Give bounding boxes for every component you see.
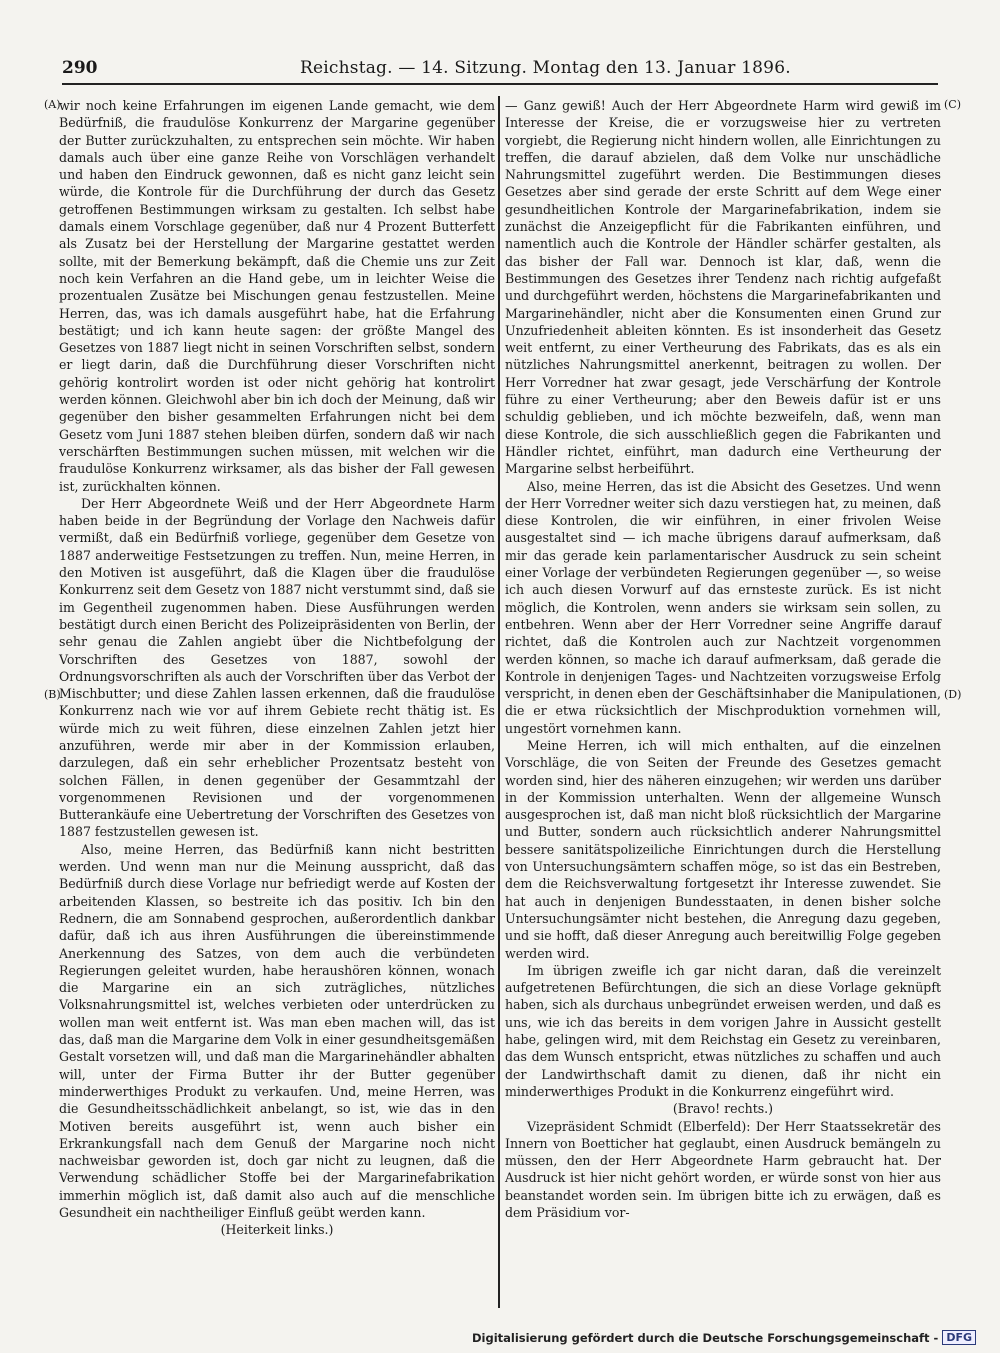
paragraph: Also, meine Herren, das ist die Absicht des Gesetzes. Und wenn der Herr Vorredner weiter sich dazu verstiegen hat, zu meinen, daß diese Kontrolen, die wir einführen, in einer frivolen Weise ausgestaltet sind — ich mache übrigens darauf aufmerksam, daß mir das gerade kein parlamentarischer Ausdruck zu sein scheint einer Vorlage der verbündeten Regierungen gegenüber —, so weise ich auch diesen Vorwurf auf das ernsteste zurück. Es ist nicht möglich, die Kontrolen, wenn anders sie wirksam sein sollen, zu entbehren. Wenn aber der Herr Vorredner seine Angriffe darauf richtet, daß die Kontrolen auch zur Nachtzeit vorgenommen werden können, so mache ich darauf aufmerksam, daß gerade die Kontrole in denjenigen Tages- und Nachtzeiten vorzugsweise Erfolg verspricht, in denen eben der Geschäftsinhaber die Manipulationen, die er etwa rücksichtlich der Mischproduktion vornehmen will, ungestört vornehmen kann. xyxy=(505,478,941,736)
footer-text: Digitalisierung gefördert durch die Deutsche Forschungsgemeinschaft - xyxy=(471,1330,939,1345)
page-number: 290 xyxy=(62,58,98,78)
paragraph: wir noch keine Erfahrungen im eigenen Lande gemacht, wie dem Bedürfniß, die fraudulöse Konkurrenz der Margarine gegenüber der Butter zurückzuhalten, zu entsprechen sein möchte. Wir haben damals auch über eine ganze Reihe von Vorschlägen verhandelt und haben den Eindruck gewonnen, daß es nicht ganz leicht sein würde, die Kontrole für die Durchführung der durch das Gesetz getroffenen Bestimmungen wirksam zu gestalten. Ich selbst habe damals einem Vorschlage gegenüber, daß nur 4 Prozent Butterfett als Zusatz bei der Herstellung der Margarine gestattet werden sollte, mit der Bemerkung bekämpft, daß die Chemie uns zur Zeit noch kein Verfahren an die Hand gebe, um in leichter Weise die prozentualen Zusätze bei Mischungen genau festzustellen. Meine Herren, das, was ich damals ausgeführt habe, hat die Erfahrung bestätigt; und ich kann heute sagen: der größte Mangel des Gesetzes von 1887 liegt nicht in seinen Vorschriften selbst, sondern er liegt darin, daß die Durchführung dieser Vorschriften nicht gehörig kontrolirt worden ist oder nicht gehörig hat kontrolirt werden können. Gleichwohl aber bin ich doch der Meinung, daß wir gegenüber den bisher gesammelten Erfahrungen nicht bei dem Gesetz vom Juni 1887 stehen bleiben dürfen, sondern daß wir nach verschärften Bestimmungen suchen müssen, mit welchen wir die fraudulöse Konkurrenz wirksamer, als das bisher der Fall gewesen ist, zurückhalten können. xyxy=(59,98,495,494)
running-title: Reichstag. — 14. Sitzung. Montag den 13. Januar 1896. xyxy=(300,58,791,78)
interjection: (Bravo! rechts.) xyxy=(672,1101,774,1117)
margin-marker-d: (D) xyxy=(944,688,962,701)
margin-marker-c: (C) xyxy=(944,98,961,111)
paragraph: Also, meine Herren, das Bedürfniß kann nicht bestritten werden. Und wenn man nur die Meinung ausspricht, daß das Bedürfniß durch diese Vorlage nur befriedigt werde auf Kosten der arbeitenden Klassen, so bestreite ich das positiv. Ich bin den Rednern, die am Sonnabend gesprochen, außerordentlich dankbar dafür, daß ich aus ihren Ausführungen die übereinstimmende Anerkennung des Satzes, von dem auch die verbündeten Regierungen geleitet wurden, habe heraushören können, wonach die Margarine ein an sich zuträgliches, nützliches Volksnahrungsmittel ist, welches verbieten oder unterdrücken zu wollen man weit entfernt ist. Was man eben machen will, das ist das, daß man die Margarine dem Volk in einer gesundheitsgemäßen Gestalt vorsetzen will, und daß man die Margarinehändler abhalten will, unter der Firma Butter ihr der Butter gegenüber minderwerthiges Produkt zu verkaufen. Und, meine Herren, was die Gesundheitsschädlichkeit anbelangt, so ist, wie das in den Motiven bereits ausgeführt ist, wenn auch bisher ein Erkrankungsfall nach dem Genuß der Margarine noch nicht nachweisbar geworden ist, doch gar nicht zu leugnen, daß die Verwendung schädlicher Stoffe bei der Margarinefabrikation immerhin möglich ist, daß damit also auch auf die menschliche Gesundheit ein nachtheiliger Einfluß geübt werden kann. xyxy=(59,841,495,1220)
paragraph: Vizepräsident Schmidt (Elberfeld): Der Herr Staatssekretär des Innern von Boetticher hat geglaubt, einen Ausdruck bemängeln zu müssen, den der Herr Abgeordnete Harm gebraucht hat. Der Ausdruck ist hier nicht gehört worden, er würde sonst von hier aus beanstandet worden sein. Im übrigen bitte ich zu erwägen, daß es dem Präsidium vor- xyxy=(505,1118,941,1220)
left-column xyxy=(59,97,495,1239)
paragraph: Meine Herren, ich will mich enthalten, auf die einzelnen Vorschläge, die von Seiten der Freunde des Gesetzes gemacht worden sind, hier des näheren einzugehen; wir werden uns darüber in der Kommission unterhalten. Wenn der allgemeine Wunsch ausgesprochen ist, daß man nicht bloß rücksichtlich der Margarine und Butter, sondern auch rücksichtlich anderer Nahrungsmittel bessere sanitätspolizeiliche Einrichtungen durch die Herstellung von Untersuchungsämtern schaffen möge, so ist das ein Bestreben, dem die Reichsverwaltung fortgesetzt ihr Interesse zuwendet. Sie hat auch in denjenigen Bundesstaaten, in denen bisher solche Untersuchungsämter nicht bestehen, die Anregung dazu gegeben, und sie hofft, daß dieser Anregung auch bereitwillig Folge gegeben werden wird. xyxy=(505,737,941,961)
column-divider xyxy=(498,96,500,1308)
page-header xyxy=(60,56,940,82)
dfg-logo-icon: DFG xyxy=(942,1330,976,1345)
paragraph: — Ganz gewiß! Auch der Herr Abgeordnete Harm wird gewiß im Interesse der Kreise, die er vorzugsweise hier zu vertreten vorgiebt, die Regierung nicht hindern wollen, alle Einrichtungen zu treffen, die darauf abzielen, daß dem Volke nur unschädliche Nahrungsmittel zugeführt werden. Die Bestimmungen dieses Gesetzes aber sind gerade der erste Schritt auf dem Wege einer gesundheitlichen Kontrole der Margarinefabrikation, indem sie zunächst die Anzeigepflicht für die Fabrikanten einführen, und namentlich auch die Kontrole der Händler schärfer gestalten, als das bisher der Fall war. Dennoch ist klar, daß, wenn die Bestimmungen des Gesetzes ihrer Tendenz nach richtig aufgefaßt und durchgeführt werden, höchstens die Margarinefabrikanten und Margarinehändler, nicht aber die Konsumenten einen Grund zur Unzufriedenheit ableiten könnten. Es ist insonderheit das Gesetz weit entfernt, zu einer Vertheurung des Fabrikats, das es als ein nützliches Nahrungsmittel anerkennt, beitragen zu wollen. Der Herr Vorredner hat zwar gesagt, jede Verschärfung der Kontrole führe zu einer Vertheurung; aber den Beweis dafür ist er uns schuldig geblieben, und ich möchte bezweifeln, daß, wenn man diese Kontrole, die sich ausschließlich gegen die Fabrikanten und Händler richtet, einführt, man dadurch eine Vertheurung der Margarine selbst herbeiführt. xyxy=(505,98,941,477)
paragraph: Der Herr Abgeordnete Weiß und der Herr Abgeordnete Harm haben beide in der Begründung der Vorlage den Nachweis dafür vermißt, daß ein Bedürfniß vorliege, gegenüber dem Gesetze von 1887 anderweitige Festsetzungen zu treffen. Nun, meine Herren, in den Motiven ist ausgeführt, daß die Klagen über die fraudulöse Konkurrenz seit dem Gesetz von 1887 nicht verstummt sind, daß sie im Gegentheil zugenommen haben. Diese Ausführungen werden bestätigt durch einen Bericht des Polizeipräsidenten von Berlin, der sehr genau die Zahlen angiebt über die Nichtbefolgung der Vorschriften des Gesetzes von 1887, sowohl der Ordnungsvorschriften als auch der Vorschriften über das Verbot der Mischbutter; und diese Zahlen lassen erkennen, daß die fraudulöse Konkurrenz nach wie vor auf ihrem Gebiete recht thätig ist. Es würde mich zu weit führen, diese einzelnen Zahlen jetzt hier anzuführen, werde mir aber in der Kommission erlauben, darzulegen, daß ein sehr erheblicher Prozentsatz besteht von solchen Fällen, in denen gegenüber der Gesammtzahl der vorgenommenen Revisionen und der vorgenommenen Butterankäufe eine Uebertretung der Vorschriften des Gesetzes von 1887 festzustellen gewesen ist. xyxy=(59,495,495,840)
paragraph: Im übrigen zweifle ich gar nicht daran, daß die vereinzelt aufgetretenen Befürchtungen, die sich an diese Vorlage geknüpft haben, sich als durchaus unbegründet erweisen werden, und daß es uns, wie ich das bereits in dem vorigen Jahre in Aussicht gestellt habe, gelingen wird, mit dem Reichstag ein Gesetz zu vereinbaren, das dem Wunsch entspricht, etwas nützliches zu schaffen und auch der Landwirthschaft damit zu dienen, daß ihr nicht ein minderwerthiges Produkt in die Konkurrenz eingeführt wird. xyxy=(505,962,941,1099)
header-rule xyxy=(62,83,938,85)
right-column xyxy=(505,97,941,1221)
interjection: (Heiterkeit links.) xyxy=(220,1222,334,1238)
footer xyxy=(472,1330,976,1345)
margin-marker-b: (B) xyxy=(44,688,61,701)
margin-marker-a: (A) xyxy=(44,98,61,111)
